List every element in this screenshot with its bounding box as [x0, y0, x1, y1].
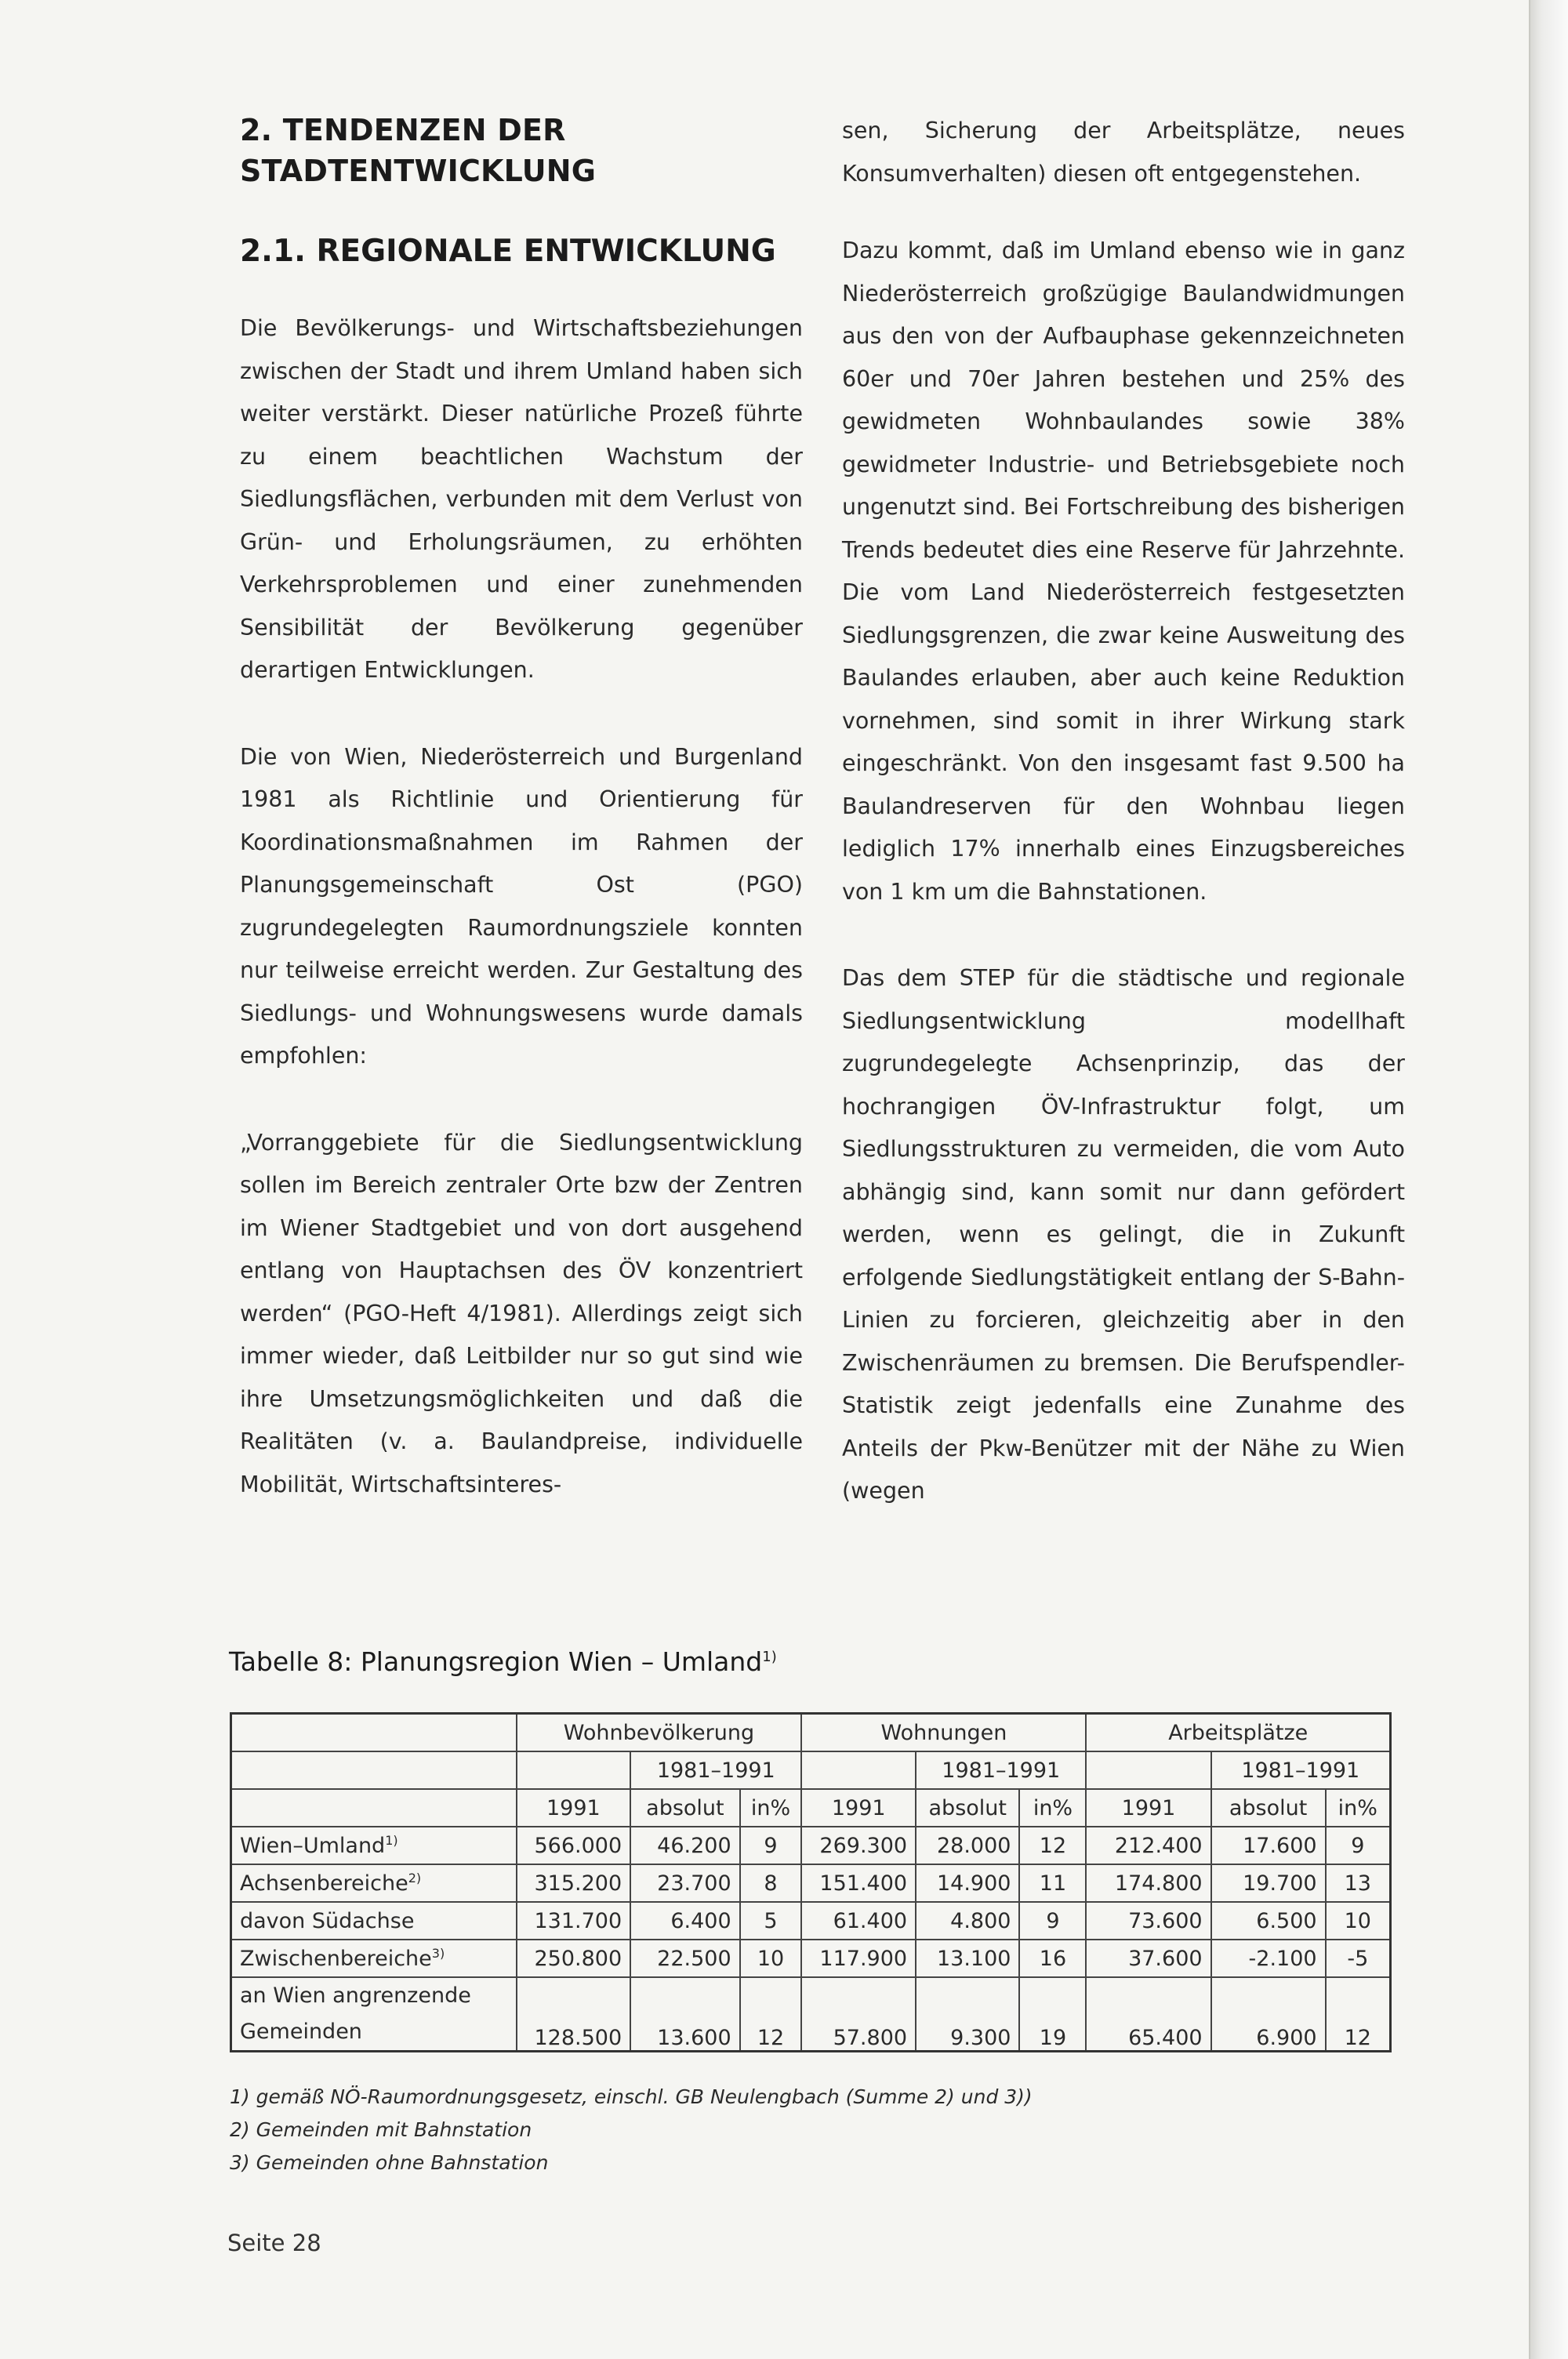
right-paragraph-3: Das dem STEP für die städtische und regionale Siedlungsentwicklung modellhaft zugrundegelegte Achsenprinzip, das der hochrangigen ÖV-Infrastruktur folgt, um Siedlungsstrukturen zu vermeiden, die vom Auto abhängig sind, kann somit nur dann gefördert werden, wenn es gelingt, die in Zukunft erfolgende Siedlungstätigkeit entlang der S-Bahn-Linien zu forcieren, gleichzeitig aber in den Zwischenräumen zu bremsen. Die Berufspendler-Statistik zeigt jedenfalls eine Zunahme des Anteils der Pkw-Benützer mit der Nähe zu Wien (wegen [842, 965, 1405, 1504]
table-header-row-period [231, 1751, 1391, 1789]
header-year: 1991 [517, 1789, 631, 1827]
table-cell: 12 [740, 1977, 802, 2052]
table-cell: 9.300 [916, 1977, 1019, 2052]
table-cell: 315.200 [517, 1864, 631, 1902]
table-cell: 12 [1326, 1977, 1391, 2052]
left-paragraph-3: „Vorranggebiete für die Siedlungsentwicklung sollen im Bereich zentraler Orte bzw der Zentren im Wiener Stadtgebiet und von dort ausgehend entlang von Hauptachsen des ÖV konzentriert werden“ (PGO-Heft 4/1981). Allerdings zeigt sich immer wieder, daß Leitbilder nur so gut sind wie ihre Umsetzungsmöglichkeiten und daß die Realitäten (v. a. Baulandpreise, individuelle Mobilität, Wirtschaftsinteres- [240, 1129, 803, 1497]
row-label-text: davon Südachse [240, 1908, 415, 1933]
header-blank [1086, 1751, 1210, 1789]
table-body [231, 1827, 1391, 2052]
table-cell: -2.100 [1211, 1940, 1326, 1977]
left-column [240, 110, 803, 1550]
table-cell: 212.400 [1086, 1827, 1210, 1864]
table-cell: 10 [740, 1940, 802, 1977]
table-cell: 117.900 [801, 1940, 916, 1977]
header-period-population: 1981–1991 [630, 1751, 801, 1789]
table-title-text: Tabelle 8: Planungsregion Wien – Umland [229, 1646, 763, 1677]
table-row [231, 1977, 1391, 2052]
table-cell: 4.800 [916, 1902, 1019, 1940]
header-year: 1991 [801, 1789, 916, 1827]
table-cell: -5 [1326, 1940, 1391, 1977]
table-cell: 9 [740, 1827, 802, 1864]
table-cell: 8 [740, 1864, 802, 1902]
table-cell: 16 [1019, 1940, 1086, 1977]
table-cell: 269.300 [801, 1827, 916, 1864]
footnote-3: 3) Gemeinden ohne Bahnstation [230, 2151, 549, 2174]
header-population: Wohnbevölkerung [517, 1714, 802, 1752]
table-header-row-units [231, 1789, 1391, 1827]
table-cell: 13.600 [630, 1977, 739, 2052]
table-cell: 19 [1019, 1977, 1086, 2052]
left-paragraph-2: Die von Wien, Niederösterreich und Burgenland 1981 als Richtlinie und Orientierung für Koordinationsmaßnahmen im Rahmen der Planungsgemeinschaft Ost (PGO) zugrundegelegten Raumordnungsziele konnten nur teilweise erreicht werden. Zur Gestaltung des Siedlungs- und Wohnungswesens wurde damals empfohlen: [240, 743, 803, 1069]
row-label-text: an Wien angrenzende [240, 1983, 471, 2008]
chapter-heading: 2. TENDENZEN DER STADTENTWICKLUNG [240, 113, 597, 188]
header-absolute: absolut [630, 1789, 739, 1827]
header-dwellings: Wohnungen [801, 1714, 1086, 1752]
table-row [231, 1864, 1391, 1902]
row-label [231, 1864, 517, 1902]
footnote-1: 1) gemäß NÖ-Raumordnungsgesetz, einschl. GB Neulengbach (Summe 2) und 3)) [230, 2085, 1033, 2108]
right-column [842, 110, 1405, 1557]
table-cell: 128.500 [517, 1977, 631, 2052]
table-cell: 19.700 [1211, 1864, 1326, 1902]
row-label-note: 3) [431, 1946, 445, 1961]
header-blank [231, 1789, 517, 1827]
table-cell: 46.200 [630, 1827, 739, 1864]
table-row [231, 1940, 1391, 1977]
table-title-note: 1) [762, 1649, 777, 1665]
row-label-text: Wien–Umland [240, 1834, 386, 1858]
statistics-table [230, 1712, 1392, 2052]
table-cell: 65.400 [1086, 1977, 1210, 2052]
table-cell: 174.800 [1086, 1864, 1210, 1902]
table-cell: 13.100 [916, 1940, 1019, 1977]
header-blank [231, 1751, 517, 1789]
table-cell: 17.600 [1211, 1827, 1326, 1864]
table-cell: 28.000 [916, 1827, 1019, 1864]
header-blank [231, 1714, 517, 1752]
section-heading: 2.1. REGIONALE ENTWICKLUNG [240, 234, 776, 269]
table-cell: 13 [1326, 1864, 1391, 1902]
row-label [231, 1902, 517, 1940]
row-label-text-line2: Gemeinden [240, 2020, 362, 2044]
page-edge [1529, 0, 1568, 2359]
table-cell: 73.600 [1086, 1902, 1210, 1940]
header-absolute: absolut [916, 1789, 1019, 1827]
footnotes [230, 2081, 1033, 2179]
table-cell: 5 [740, 1902, 802, 1940]
table-cell: 250.800 [517, 1940, 631, 1977]
footnote-2: 2) Gemeinden mit Bahnstation [230, 2118, 532, 2141]
table-cell: 14.900 [916, 1864, 1019, 1902]
header-blank [517, 1751, 631, 1789]
row-label-note: 1) [385, 1833, 398, 1848]
table-cell: 131.700 [517, 1902, 631, 1940]
header-blank [801, 1751, 916, 1789]
right-paragraph-2: Dazu kommt, daß im Umland ebenso wie in ganz Niederösterreich großzügige Baulandwidmungen aus den von der Aufbauphase gekennzeichneten 60er und 70er Jahren bestehen und 25% des gewidmeten Wohnbaulandes sowie 38% gewidmeter Industrie- und Betriebsgebiete noch ungenutzt sind. Bei Fortschreibung des bisherigen Trends bedeutet dies eine Reserve für Jahrzehnte. Die vom Land Niederösterreich festgesetzten Siedlungsgrenzen, die zwar keine Ausweitung des Baulandes erlauben, aber auch keine Reduktion vornehmen, sind somit in ihrer Wirkung stark eingeschränkt. Von den insgesamt fast 9.500 ha Baulandreserven für den Wohnbau liegen lediglich 17% innerhalb eines Einzugsbereiches von 1 km um die Bahnstationen. [842, 238, 1405, 905]
table-cell: 22.500 [630, 1940, 739, 1977]
table-cell: 10 [1326, 1902, 1391, 1940]
table-cell: 57.800 [801, 1977, 916, 2052]
header-percent: in% [1326, 1789, 1391, 1827]
page-number: Seite 28 [227, 2230, 321, 2256]
row-label [231, 1827, 517, 1864]
table-cell: 9 [1019, 1902, 1086, 1940]
table-cell: 11 [1019, 1864, 1086, 1902]
header-percent: in% [740, 1789, 802, 1827]
row-label-text: Achsenbereiche [240, 1871, 408, 1896]
header-period-dwellings: 1981–1991 [916, 1751, 1086, 1789]
header-period-jobs: 1981–1991 [1211, 1751, 1391, 1789]
header-absolute: absolut [1211, 1789, 1326, 1827]
table-cell: 9 [1326, 1827, 1391, 1864]
left-paragraph-1: Die Bevölkerungs- und Wirtschaftsbeziehungen zwischen der Stadt und ihrem Umland haben sich weiter verstärkt. Dieser natürliche Prozeß führte zu einem beachtlichen Wachstum der Siedlungsflächen, verbunden mit dem Verlust von Grün- und Erholungsräumen, zu erhöhten Verkehrsproblemen und einer zunehmenden Sensibilität der Bevölkerung gegenüber derartigen Entwicklungen. [240, 315, 803, 683]
table-cell: 37.600 [1086, 1940, 1210, 1977]
table-cell: 6.400 [630, 1902, 739, 1940]
row-label [231, 1940, 517, 1977]
header-percent: in% [1019, 1789, 1086, 1827]
table-row [231, 1902, 1391, 1940]
right-paragraph-1: sen, Sicherung der Arbeitsplätze, neues Konsumverhalten) diesen oft entgegenstehen. [842, 118, 1405, 187]
table-title [229, 1646, 777, 1677]
row-label-text: Zwischenbereiche [240, 1947, 432, 1971]
table-cell: 566.000 [517, 1827, 631, 1864]
table-row [231, 1827, 1391, 1864]
header-jobs: Arbeitsplätze [1086, 1714, 1390, 1752]
table-header-row-groups [231, 1714, 1391, 1752]
table-cell: 12 [1019, 1827, 1086, 1864]
table-cell: 6.500 [1211, 1902, 1326, 1940]
table-cell: 6.900 [1211, 1977, 1326, 2052]
table-cell: 151.400 [801, 1864, 916, 1902]
table-cell: 23.700 [630, 1864, 739, 1902]
table-cell: 61.400 [801, 1902, 916, 1940]
row-label [231, 1977, 517, 2052]
row-label-note: 2) [408, 1871, 422, 1885]
header-year: 1991 [1086, 1789, 1210, 1827]
